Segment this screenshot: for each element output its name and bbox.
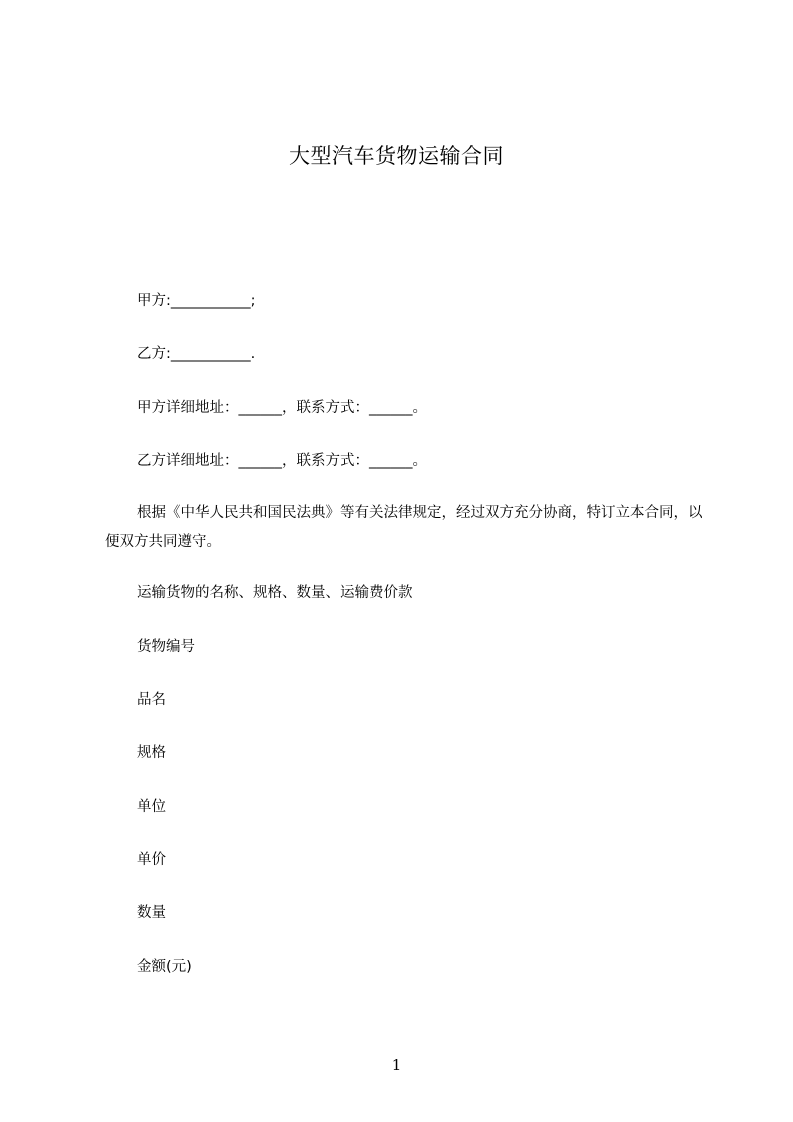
section-heading: 运输货物的名称、规格、数量、运输费价款 [137, 585, 413, 601]
party-b-address-line: 乙方详细地址：______，联系方式：______。 [137, 453, 427, 469]
field-item-specification: 规格 [137, 745, 166, 761]
field-item-quantity: 数量 [137, 905, 166, 921]
preamble-paragraph: 根据《中华人民共和国民法典》等有关法律规定，经过双方充分协商，特订立本合同，以便双方共同遵守。 [105, 505, 703, 550]
field-item-unit: 单位 [137, 799, 166, 815]
field-item-product-name: 品名 [137, 692, 166, 708]
field-item-amount: 金额(元) [137, 959, 192, 975]
party-a-line: 甲方:___________; [137, 293, 256, 309]
contract-title: 大型汽车货物运输合同 [289, 144, 504, 168]
page-number: 1 [391, 1056, 402, 1074]
party-b-line: 乙方:___________. [137, 346, 256, 362]
field-item-goods-number: 货物编号 [137, 639, 195, 655]
party-a-address-line: 甲方详细地址：______，联系方式：______。 [137, 400, 427, 416]
field-item-unit-price: 单价 [137, 852, 166, 868]
